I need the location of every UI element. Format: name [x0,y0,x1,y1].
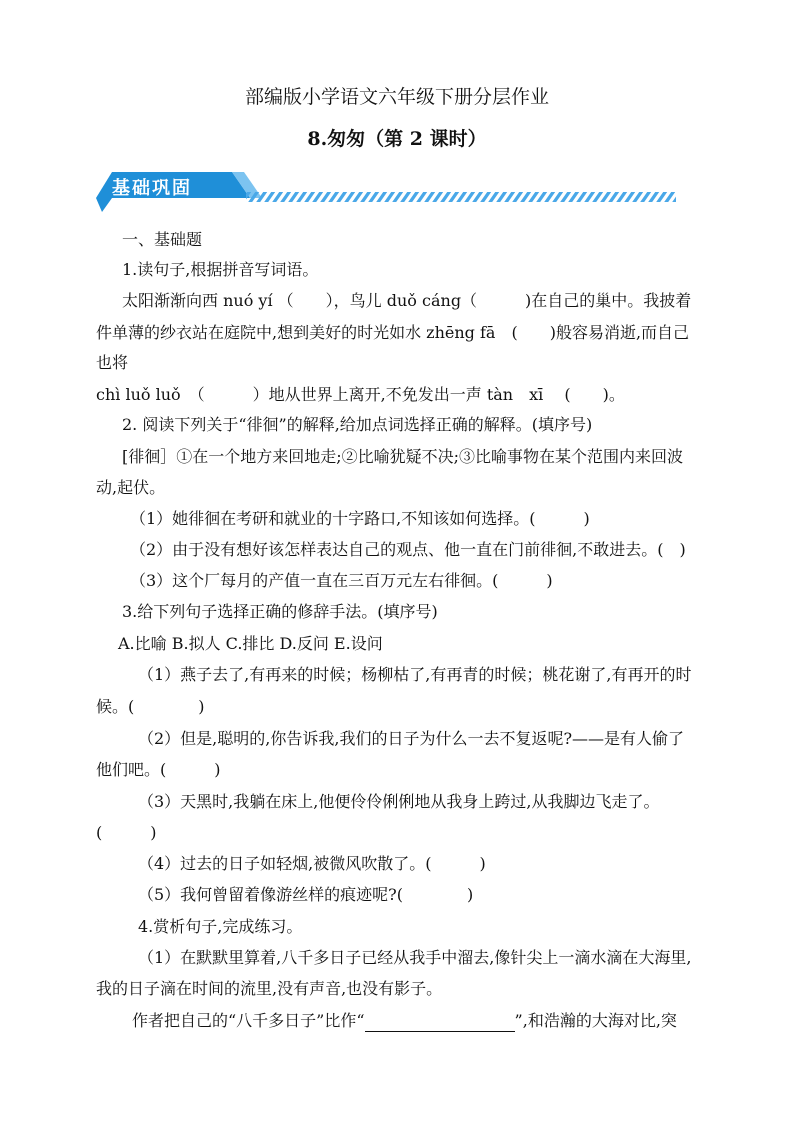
q4-answer-line [132,1010,677,1032]
q4-answer-after: ”,和浩瀚的大海对比,突 [514,1011,677,1030]
q2-item-1: （1）她徘徊在考研和就业的十字路口,不知该如何选择。( ) [130,509,590,528]
q3-item-3: （3）天黑时,我躺在床上,他便伶伶俐俐地从我身上跨过,从我脚边飞走了。 [138,792,660,811]
q3-prompt: 3.给下列句子选择正确的修辞手法。(填序号) [122,602,438,621]
q3-item-1: （1）燕子去了,有再来的时候；杨柳枯了,有再青的时候；桃花谢了,有再开的时 [138,665,692,684]
answer-blank[interactable] [365,1015,515,1032]
q1-prompt: 1.读句子,根据拼音写词语。 [122,260,319,279]
section-banner [96,168,676,214]
q4-prompt: 4.赏析句子,完成练习。 [138,917,303,936]
section-heading: 一、基础题 [122,230,203,249]
q4-item-1: （1）在默默里算着,八千多日子已经从我手中溜去,像针尖上一滴水滴在大海里, [138,948,692,967]
q3-item-2: （2）但是,聪明的,你告诉我,我们的日子为什么一去不复返呢?——是有人偷了 [138,729,685,748]
q2-definition-cont: 动,起伏。 [96,478,166,497]
lesson-title: 8.匆匆（第 2 课时） [307,128,487,150]
banner-label: 基础巩固 [112,178,192,199]
q2-prompt: 2. 阅读下列关于“徘徊”的解释,给加点词选择正确的解释。(填序号) [122,415,593,434]
q2-definition: [徘徊］①在一个地方来回地走;②比喻犹疑不决;③比喻事物在某个范围内来回波 [122,447,684,466]
q3-item-5: （5）我何曾留着像游丝样的痕迹呢?( ) [138,885,474,904]
worksheet-title: 部编版小学语文六年级下册分层作业 [244,86,549,108]
q3-item-2-cont: 他们吧。( ) [96,760,221,779]
q4-item-1-cont: 我的日子滴在时间的流里,没有声音,也没有影子。 [96,979,443,998]
q1-line3: 也将 [96,353,129,372]
q1-line1: 太阳渐渐向西 nuó yí （ ），鸟儿 duǒ cáng（ )在自己的巢中。我披着 [122,291,692,310]
q2-item-3: （3）这个厂每月的产值一直在三百万元左右徘徊。( ) [130,571,553,590]
q3-item-1-cont: 候。( ) [96,697,205,716]
q3-item-4: （4）过去的日子如轻烟,被微风吹散了。( ) [138,854,486,873]
q1-line4: chì luǒ luǒ （ ）地从世界上离开,不免发出一声 tàn xī ( )。 [96,385,625,404]
q3-item-3-cont: ( ) [96,823,157,842]
q1-line2: 件单薄的纱衣站在庭院中,想到美好的时光如水 zhēng fā ( )般容易消逝,而自己 [96,323,690,342]
q2-item-2: （2）由于没有想好该怎样表达自己的观点、他一直在门前徘徊,不敢进去。( ) [130,540,686,559]
q4-answer-before: 作者把自己的“八千多日子”比作“ [132,1011,365,1030]
q3-options: A.比喻 B.拟人 C.排比 D.反问 E.设问 [118,634,383,653]
